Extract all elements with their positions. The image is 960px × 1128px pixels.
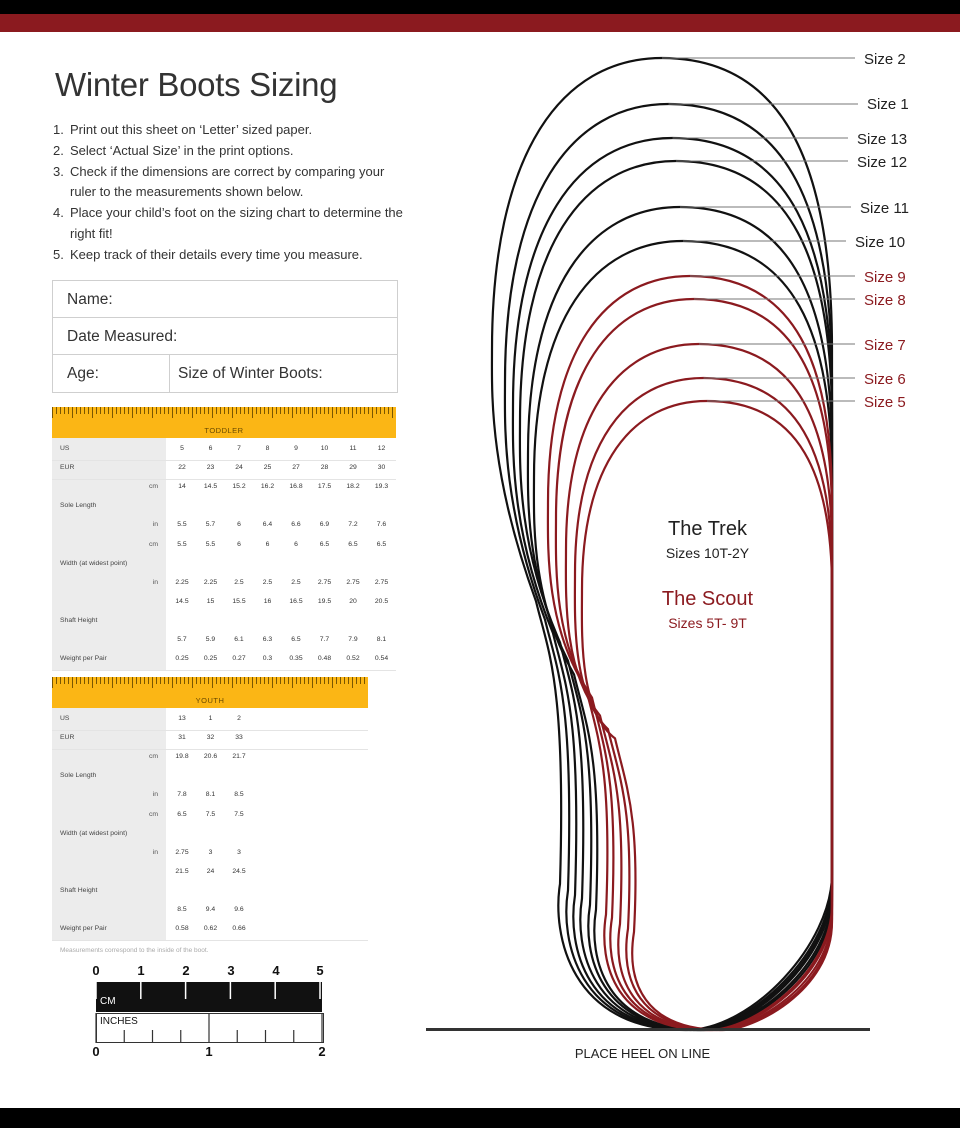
- sole-outline: [513, 138, 832, 1030]
- date-label: Date Measured:: [67, 328, 178, 345]
- instruction-number: 1.: [53, 122, 64, 137]
- cm-number: 4: [272, 963, 280, 978]
- table-cell: 0.54: [374, 655, 389, 663]
- table-cell: 9.4: [205, 906, 216, 913]
- table-cell: 20: [349, 597, 357, 605]
- table-cell: 28: [320, 464, 329, 472]
- table-cell: 0.66: [232, 925, 246, 933]
- table-cell: 2: [237, 715, 241, 722]
- table-cell: 8.1: [205, 791, 216, 799]
- table-cell: 33: [235, 734, 243, 742]
- table-cell: 9.6: [234, 906, 244, 913]
- unit-label: cm: [148, 810, 158, 818]
- instruction-number: 4.: [53, 205, 64, 221]
- table-cell: 7.9: [348, 636, 358, 643]
- table-cell: 6.9: [319, 521, 330, 529]
- table-cell: 29: [349, 464, 357, 472]
- table-cell: 1: [208, 715, 213, 722]
- size-label-11: Size 11: [860, 200, 909, 217]
- table-cell: 7.8: [177, 791, 187, 799]
- size-label-10: Size 10: [855, 234, 906, 251]
- table-cell: 21.7: [232, 753, 246, 761]
- table-cell: 2.5: [291, 578, 301, 586]
- table-cell: 7.5: [205, 810, 216, 818]
- table-cell: 2.75: [175, 848, 189, 856]
- table-cell: 6.5: [291, 636, 301, 643]
- heel-line: [426, 1028, 870, 1031]
- table-cell: 19.8: [175, 753, 189, 761]
- table-cell: 27: [292, 464, 300, 472]
- name-label: Name:: [67, 291, 113, 308]
- row-label: Weight per Pair: [60, 655, 107, 663]
- table-cell: 6.1: [234, 636, 244, 643]
- table-cell: 23: [206, 464, 215, 472]
- size-label-13: Size 13: [857, 131, 908, 148]
- table-cell: 6.5: [319, 540, 330, 548]
- table-cell: 14.5: [175, 597, 189, 605]
- table-cell: 6: [294, 540, 298, 548]
- table-cell: 6.3: [262, 636, 273, 643]
- table-cell: 7.5: [234, 810, 244, 818]
- table-cell: 2.5: [234, 578, 244, 586]
- table-cell: 13: [178, 715, 186, 722]
- table-cell: 0.58: [175, 925, 189, 933]
- inch-number: 1: [205, 1044, 213, 1059]
- table-cell: 25: [263, 464, 272, 472]
- table-cell: 6.4: [262, 521, 273, 529]
- bottom-black-bar: [0, 1108, 960, 1128]
- instruction-text: Select ‘Actual Size’ in the print options.: [70, 142, 294, 158]
- size-label-7: Size 7: [864, 337, 906, 354]
- cm-number: 0: [92, 963, 100, 978]
- table-cell: 5.9: [205, 636, 216, 643]
- row-label: Sole Length: [60, 772, 97, 780]
- size-label-5: Size 5: [864, 394, 906, 411]
- table-cell: 0.62: [203, 925, 218, 933]
- instruction-text: Place your child’s foot on the sizing chart to determine the right fit!: [70, 205, 403, 241]
- table-cell: 22: [178, 464, 186, 472]
- size-label-9: Size 9: [864, 269, 906, 286]
- unit-label: in: [152, 578, 158, 586]
- table-cell: 3: [208, 848, 213, 856]
- inch-number: 2: [318, 1044, 326, 1059]
- instruction-number: 3.: [53, 163, 64, 179]
- table-cell: 30: [377, 464, 386, 472]
- row-label: EUR: [60, 464, 75, 472]
- table-cell: 0.25: [175, 655, 189, 663]
- instruction-number: 5.: [53, 246, 64, 262]
- table-cell: 15.5: [232, 597, 246, 605]
- sole-outline: [548, 276, 832, 1030]
- table-cell: 2.75: [374, 578, 389, 586]
- table-cell: 3: [237, 848, 241, 856]
- row-label: Shaft Height: [60, 616, 98, 624]
- table-cell: 2.75: [317, 578, 332, 586]
- instruction-text: Keep track of their details every time you measure.: [70, 246, 363, 262]
- trek-title: The Trek: [668, 518, 747, 540]
- table-cell: 16.2: [260, 483, 275, 491]
- instruction-text: Print out this sheet on ‘Letter’ sized paper.: [70, 122, 313, 137]
- table-cell: 7: [237, 445, 241, 452]
- unit-label: in: [152, 791, 158, 799]
- table-cell: 6: [237, 521, 241, 529]
- table-cell: 8.1: [376, 636, 387, 643]
- table-cell: 9: [294, 445, 298, 452]
- table-cell: 5.7: [205, 521, 216, 529]
- page-title: Winter Boots Sizing: [55, 66, 338, 103]
- scout-sizes: Sizes 5T- 9T: [668, 615, 747, 631]
- table-cell: 24.5: [232, 867, 246, 875]
- sole-outline: [492, 58, 832, 1030]
- table-cell: 31: [178, 734, 186, 742]
- table-cell: 19.5: [317, 597, 332, 605]
- row-label: Weight per Pair: [60, 925, 107, 933]
- table-cell: 6.6: [291, 521, 301, 529]
- cm-number: 2: [182, 963, 190, 978]
- footnote: Measurements correspond to the inside of the boot.: [60, 947, 209, 954]
- table-cell: 2.25: [203, 578, 218, 586]
- size-label-2: Size 2: [864, 51, 906, 68]
- table-cell: 16: [263, 597, 272, 605]
- table-cell: 0.25: [203, 655, 218, 663]
- row-label: US: [60, 445, 70, 452]
- cm-number: 1: [137, 963, 145, 978]
- table-cell: 15: [206, 597, 215, 605]
- youth-title: YOUTH: [195, 696, 225, 705]
- unit-label: cm: [148, 483, 158, 491]
- row-label: Width (at widest point): [60, 829, 128, 837]
- row-label: EUR: [60, 734, 75, 742]
- table-cell: 6.5: [348, 540, 358, 548]
- size-label-6: Size 6: [864, 371, 906, 388]
- sole-outline: [556, 299, 832, 1030]
- sole-outline: [575, 378, 832, 1030]
- row-label: Shaft Height: [60, 886, 98, 894]
- table-cell: 7.7: [319, 636, 330, 643]
- table-cell: 11: [349, 445, 357, 452]
- sole-outline: [534, 241, 832, 1030]
- cm-number: 3: [227, 963, 235, 978]
- table-cell: 15.2: [232, 483, 246, 491]
- age-label: Age:: [67, 365, 99, 382]
- table-cell: 2.75: [346, 578, 360, 586]
- table-cell: 0.3: [262, 655, 273, 663]
- table-cell: 10: [320, 445, 329, 452]
- table-cell: 21.5: [175, 867, 189, 875]
- table-cell: 6.5: [376, 540, 387, 548]
- table-cell: 2.25: [175, 578, 189, 586]
- table-cell: 5.5: [177, 521, 187, 529]
- table-cell: 16.5: [289, 597, 303, 605]
- table-cell: 2.5: [262, 578, 273, 586]
- table-cell: 0.27: [232, 655, 246, 663]
- table-cell: 7.2: [348, 521, 358, 529]
- trek-sizes: Sizes 10T-2Y: [665, 545, 750, 561]
- sole-outline: [566, 344, 832, 1030]
- size-label-12: Size 12: [857, 154, 908, 171]
- table-cell: 18.2: [346, 483, 360, 491]
- table-cell: 24: [235, 464, 243, 472]
- table-cell: 5.5: [205, 540, 216, 548]
- row-label: Width (at widest point): [60, 559, 128, 567]
- table-cell: 0.52: [346, 655, 360, 663]
- table-cell: 6: [265, 540, 270, 548]
- table-cell: 0.48: [317, 655, 332, 663]
- heel-instruction: PLACE HEEL ON LINE: [574, 1046, 711, 1061]
- table-cell: 32: [206, 734, 215, 742]
- scout-title: The Scout: [661, 588, 754, 610]
- table-cell: 24: [206, 867, 215, 875]
- table-cell: 19.3: [374, 483, 389, 491]
- size-label-8: Size 8: [864, 292, 906, 309]
- instruction-text: Check if the dimensions are correct by comparing your ruler to the measurements shown below.: [70, 163, 385, 200]
- table-cell: 16.8: [289, 483, 303, 491]
- table-cell: 12: [377, 445, 386, 452]
- size-label-1: Size 1: [867, 96, 909, 113]
- table-cell: 5: [180, 445, 184, 452]
- instruction-number: 2.: [53, 142, 64, 158]
- unit-label: in: [152, 521, 158, 529]
- table-cell: 6: [208, 445, 213, 452]
- boot-size-label: Size of Winter Boots:: [178, 365, 323, 382]
- table-cell: 20.5: [374, 597, 389, 605]
- unit-label: in: [152, 848, 158, 856]
- unit-label: cm: [148, 540, 158, 548]
- cm-label: CM: [100, 996, 116, 1007]
- table-cell: 0.35: [289, 655, 303, 663]
- table-cell: 8: [265, 445, 270, 452]
- table-cell: 6.5: [177, 810, 187, 818]
- inch-number: 0: [92, 1044, 100, 1059]
- table-cell: 8.5: [177, 906, 187, 913]
- cm-number: 5: [316, 963, 324, 978]
- table-cell: 14.5: [203, 483, 218, 491]
- row-label: Sole Length: [60, 502, 97, 510]
- table-cell: 17.5: [317, 483, 332, 491]
- table-cell: 20.6: [203, 753, 218, 761]
- inches-label: INCHES: [100, 1016, 138, 1027]
- unit-label: cm: [148, 753, 158, 761]
- table-cell: 5.5: [177, 540, 187, 548]
- table-cell: 14: [178, 483, 186, 491]
- toddler-title: TODDLER: [204, 426, 244, 435]
- table-cell: 5.7: [177, 636, 187, 643]
- table-cell: 7.6: [376, 521, 387, 529]
- table-cell: 6: [237, 540, 241, 548]
- row-label: US: [60, 715, 70, 722]
- table-cell: 8.5: [234, 791, 244, 799]
